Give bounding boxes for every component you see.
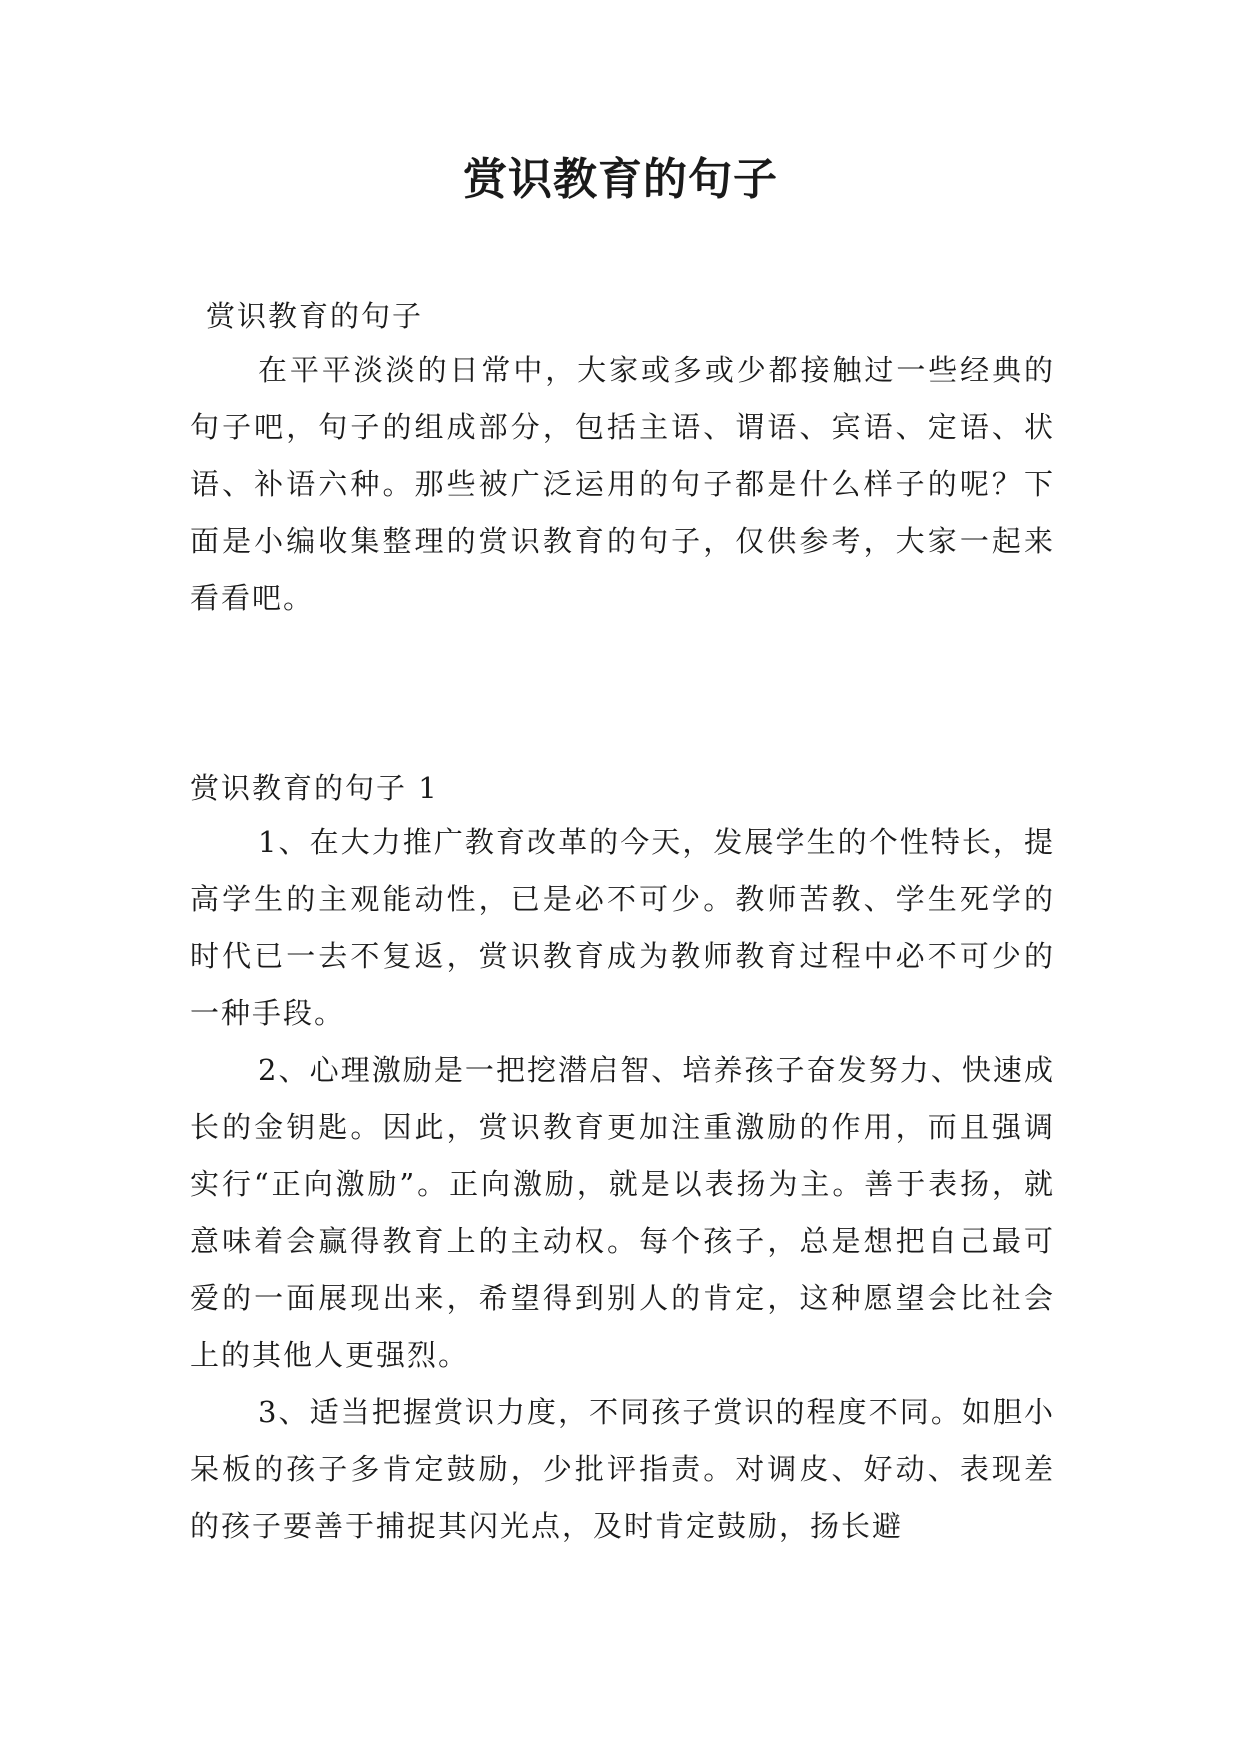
list-item: 1、在大力推广教育改革的今天，发展学生的个性特长，提高学生的主观能动性，已是必不可少。教师苦教、学生死学的时代已一去不复返，赏识教育成为教师教育过程中必不可少的一种手段。 [190, 825, 1055, 1030]
section-heading: 赏识教育的句子 1 [190, 771, 439, 805]
list-item: 3、适当把握赏识力度，不同孩子赏识的程度不同。如胆小呆板的孩子多肯定鼓励，少批评指责。对调皮、好动、表现差的孩子要善于捕捉其闪光点，及时肯定鼓励，扬长避 [190, 1395, 1055, 1543]
document-title: 赏识教育的句子 [463, 154, 778, 205]
document-subtitle: 赏识教育的句子 [206, 299, 424, 333]
list-item: 2、心理激励是一把挖潜启智、培养孩子奋发努力、快速成长的金钥匙。因此，赏识教育更加注重激励的作用，而且强调实行“正向激励”。正向激励，就是以表扬为主。善于表扬，就意味着会赢得教育上的主动权。每个孩子，总是想把自己最可爱的一面展现出来，希望得到别人的肯定，这种愿望会比社会上的其他人更强烈。 [190, 1053, 1055, 1372]
intro-paragraph: 在平平淡淡的日常中，大家或多或少都接触过一些经典的句子吧，句子的组成部分，包括主语、谓语、宾语、定语、状语、补语六种。那些被广泛运用的句子都是什么样子的呢？下面是小编收集整理的赏识教育的句子，仅供参考，大家一起来看看吧。 [190, 353, 1055, 615]
item-list [190, 814, 1055, 1555]
